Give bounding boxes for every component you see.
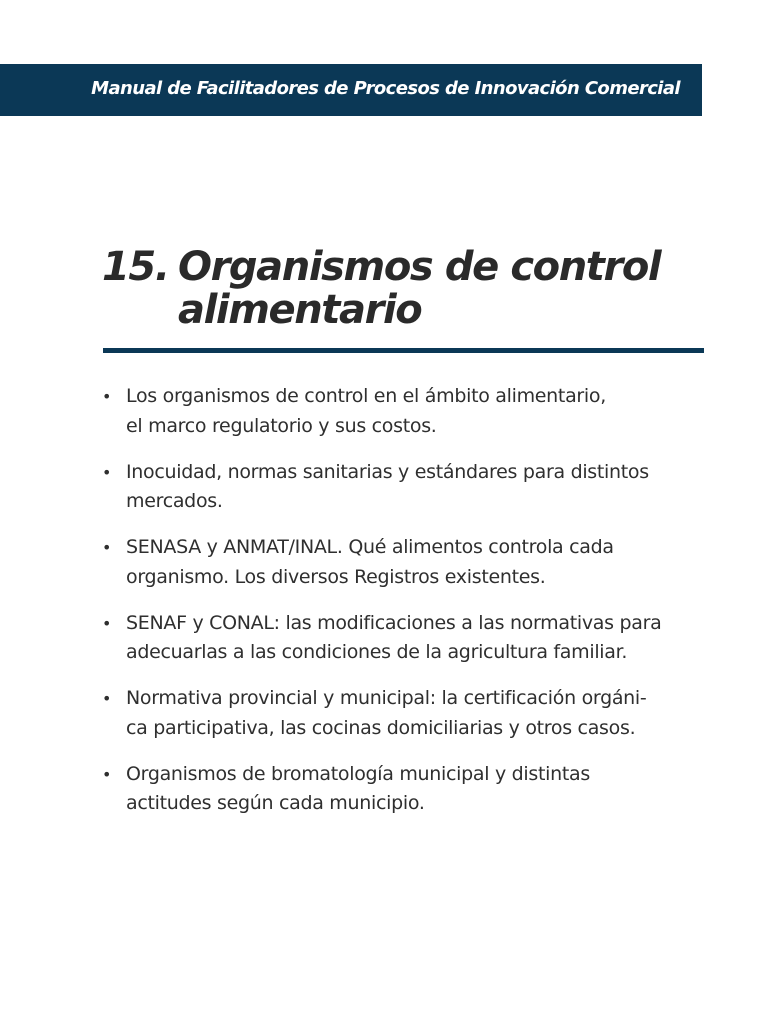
list-item-line: Inocuidad, normas sanitarias y estándares para distintos [126, 460, 649, 483]
list-item-line: actitudes según cada municipio. [126, 792, 425, 814]
list-item-line: SENASA y ANMAT/INAL. Qué alimentos controla cada [126, 536, 614, 558]
bullet-icon: • [102, 538, 112, 557]
list-item-text [126, 458, 722, 517]
chapter-number: 15. [102, 244, 169, 290]
list-item-line: Organismos de bromatología municipal y distintas [126, 762, 590, 785]
title-divider [103, 348, 704, 353]
list-item [102, 609, 722, 668]
list-item-line: SENAF y CONAL: las modificaciones a las normativas para [126, 611, 662, 634]
header-band [0, 64, 702, 116]
list-item-line: Los organismos de control en el ámbito alimentario, [126, 385, 606, 407]
bullet-icon: • [102, 387, 112, 406]
chapter-heading [102, 246, 708, 332]
list-item [102, 458, 722, 517]
list-item [102, 533, 722, 592]
list-item-line: Normativa provincial y municipal: la certificación orgáni- [126, 687, 647, 709]
bullet-icon: • [102, 764, 112, 784]
list-item-text [126, 609, 722, 668]
list-item-text [126, 382, 722, 441]
list-item-text [126, 684, 722, 743]
chapter-title [102, 246, 708, 332]
list-item-line: adecuarlas a las condiciones de la agricultura familiar. [126, 641, 628, 663]
manual-title: Manual de Facilitadores de Procesos de Innovación Comercial [91, 78, 680, 99]
topic-list [102, 382, 722, 835]
chapter-title-line-2: alimentario [178, 287, 422, 333]
bullet-icon: • [102, 462, 112, 482]
list-item [102, 760, 722, 819]
chapter-title-line-1: Organismos de control [178, 244, 661, 290]
list-item [102, 684, 722, 743]
list-item-text [126, 760, 722, 819]
bullet-icon: • [102, 613, 112, 633]
list-item-line: el marco regulatorio y sus costos. [126, 414, 437, 437]
list-item-line: ca participativa, las cocinas domiciliarias y otros casos. [126, 716, 636, 739]
list-item-text [126, 533, 722, 592]
list-item [102, 382, 722, 441]
list-item-line: mercados. [126, 490, 223, 512]
bullet-icon: • [102, 689, 112, 708]
chapter-title-text [178, 246, 708, 332]
list-item-line: organismo. Los diversos Registros existentes. [126, 565, 546, 588]
